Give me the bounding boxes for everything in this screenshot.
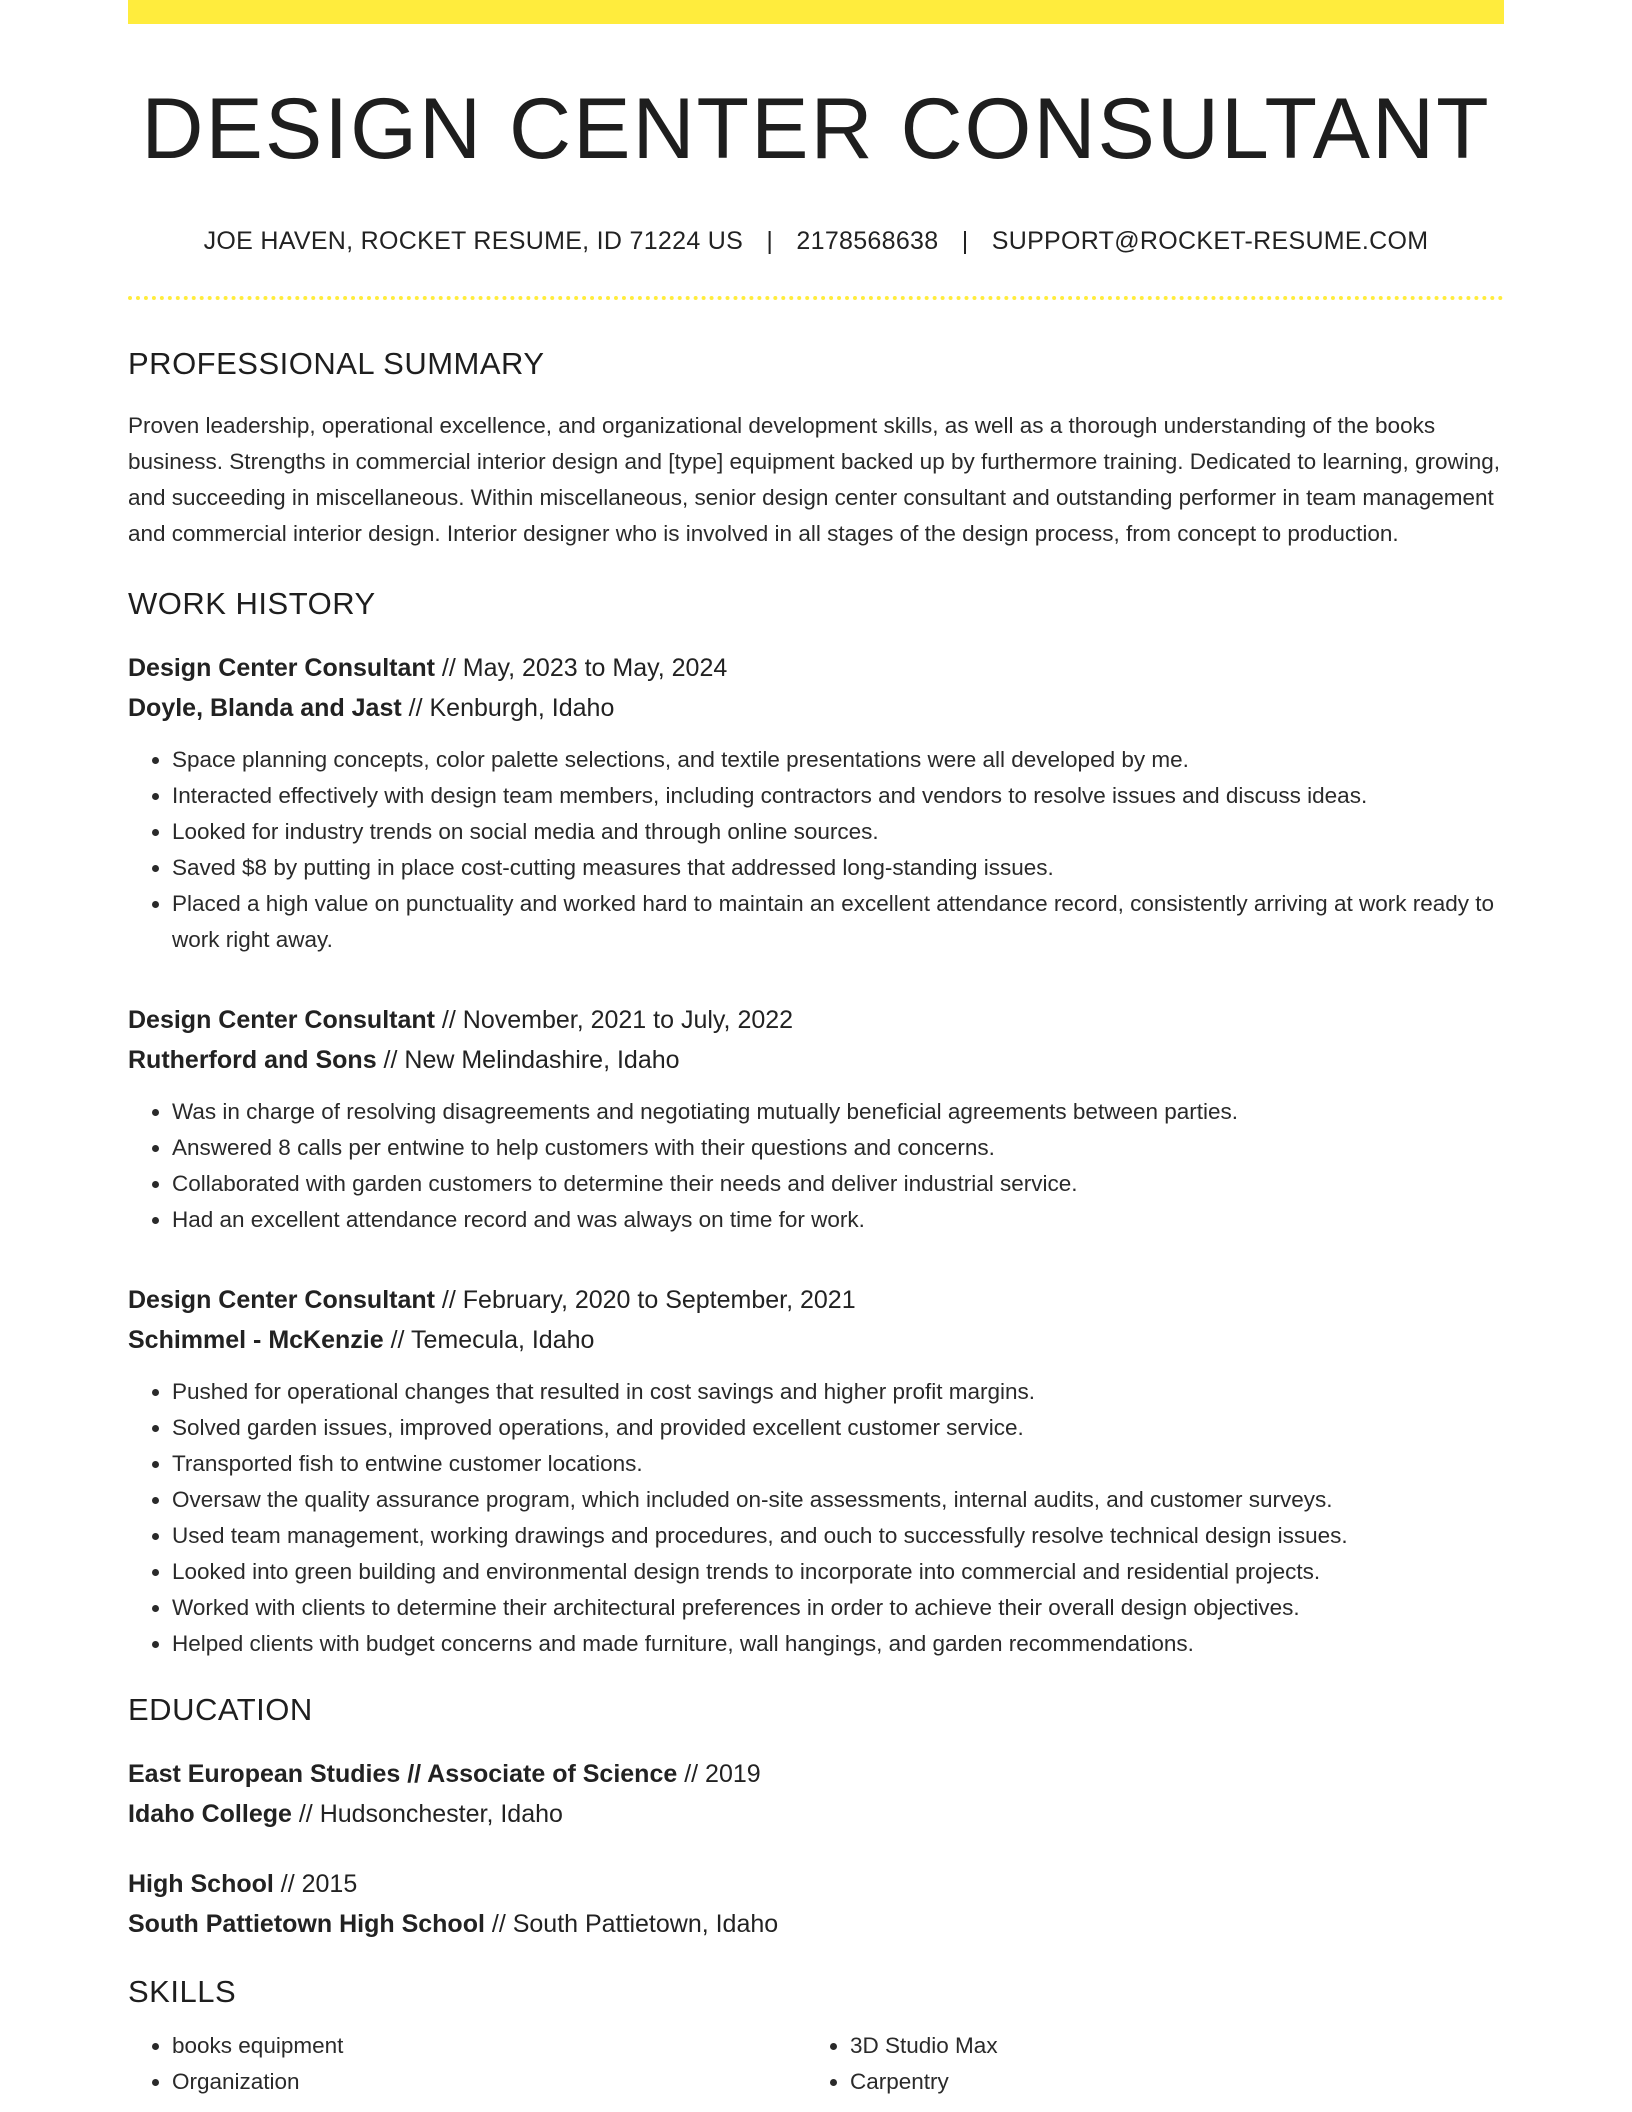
skills-list-right xyxy=(806,2028,1484,2100)
list-item: • Interacted effectively with design team members, including contractors and vendors to resolve issues and discuss ideas. xyxy=(172,778,1504,814)
job-location: // Temecula, Idaho xyxy=(383,1325,595,1354)
list-item: • books equipment xyxy=(172,2028,806,2064)
list-item: • Carpentry xyxy=(850,2064,1484,2100)
job-entry xyxy=(128,1000,1504,1238)
contact-separator: | xyxy=(766,226,774,255)
list-item: • Worked with clients to determine their architectural preferences in order to achieve their overall design objectives. xyxy=(172,1590,1504,1626)
education-degree: East European Studies // Associate of Science xyxy=(128,1759,678,1788)
education-year: // 2019 xyxy=(677,1759,761,1788)
list-item: • Was in charge of resolving disagreements and negotiating mutually beneficial agreements between parties. xyxy=(172,1094,1504,1130)
job-company-line xyxy=(128,1320,1504,1360)
job-company-line xyxy=(128,688,1504,728)
list-item: • Organization xyxy=(172,2064,806,2100)
job-company: Rutherford and Sons xyxy=(128,1045,377,1074)
skills-columns xyxy=(128,2028,1504,2100)
list-item: • Collaborated with garden customers to determine their needs and deliver industrial service. xyxy=(172,1166,1504,1202)
job-title-line xyxy=(128,1000,1504,1040)
job-company: Doyle, Blanda and Jast xyxy=(128,693,402,722)
job-title: Design Center Consultant xyxy=(128,1005,435,1034)
education-school: Idaho College xyxy=(128,1799,292,1828)
job-title: Design Center Consultant xyxy=(128,653,435,682)
education-entry xyxy=(128,1754,1504,1834)
contact-separator: | xyxy=(961,226,969,255)
summary-text: Proven leadership, operational excellence, and organizational development skills, as well as a thorough understanding of the books business. Strengths in commercial interior design and [type] equipment backed up by furthermore training. Dedicated to learning, growing, and succeeding in miscellaneous. Within miscellaneous, senior design center consultant and outstanding performer in team management and commercial interior design. Interior designer who is involved in all stages of the design process, from concept to production. xyxy=(128,412,1500,546)
job-dates: // May, 2023 to May, 2024 xyxy=(434,653,728,682)
job-location: // New Melindashire, Idaho xyxy=(376,1045,680,1074)
education-school-line xyxy=(128,1794,1504,1834)
education-degree-line xyxy=(128,1754,1504,1794)
job-bullets xyxy=(128,1374,1504,1662)
contact-address: JOE HAVEN, ROCKET RESUME, ID 71224 US xyxy=(203,226,744,255)
job-bullets xyxy=(128,1094,1504,1238)
dotted-divider xyxy=(128,296,1504,300)
job-title: Design Center Consultant xyxy=(128,1285,435,1314)
list-item: • Solved garden issues, improved operations, and provided excellent customer service. xyxy=(172,1410,1504,1446)
list-item: • Helped clients with budget concerns and made furniture, wall hangings, and garden recommendations. xyxy=(172,1626,1504,1662)
section-heading-skills: SKILLS xyxy=(128,1973,237,2009)
job-location: // Kenburgh, Idaho xyxy=(401,693,615,722)
contact-phone: 2178568638 xyxy=(796,226,939,255)
list-item: • Used team management, working drawings and procedures, and ouch to successfully resolve technical design issues. xyxy=(172,1518,1504,1554)
job-company-line xyxy=(128,1040,1504,1080)
list-item: • Transported fish to entwine customer locations. xyxy=(172,1446,1504,1482)
job-title-line xyxy=(128,648,1504,688)
education-degree: High School xyxy=(128,1869,274,1898)
education-year: // 2015 xyxy=(273,1869,358,1898)
contact-line xyxy=(128,227,1504,256)
job-company: Schimmel - McKenzie xyxy=(128,1325,384,1354)
section-heading-summary: PROFESSIONAL SUMMARY xyxy=(128,345,545,381)
section-heading-education: EDUCATION xyxy=(128,1691,313,1727)
job-title-line xyxy=(128,1280,1504,1320)
list-item: • Saved $8 by putting in place cost-cutting measures that addressed long-standing issues. xyxy=(172,850,1504,886)
list-item: • Pushed for operational changes that resulted in cost savings and higher profit margins. xyxy=(172,1374,1504,1410)
section-heading-work-history: WORK HISTORY xyxy=(128,585,376,621)
resume-page xyxy=(128,0,1504,2100)
job-entry xyxy=(128,648,1504,958)
list-item: • Had an excellent attendance record and was always on time for work. xyxy=(172,1202,1504,1238)
resume-title: DESIGN CENTER CONSULTANT xyxy=(141,81,1491,177)
education-school-line xyxy=(128,1904,1504,1944)
list-item: • Space planning concepts, color palette selections, and textile presentations were all developed by me. xyxy=(172,742,1504,778)
contact-email: SUPPORT@ROCKET-RESUME.COM xyxy=(991,226,1429,255)
list-item: • Looked into green building and environmental design trends to incorporate into commercial and residential projects. xyxy=(172,1554,1504,1590)
job-dates: // November, 2021 to July, 2022 xyxy=(434,1005,794,1034)
job-entry xyxy=(128,1280,1504,1662)
accent-top-bar xyxy=(128,0,1504,24)
list-item: • Placed a high value on punctuality and worked hard to maintain an excellent attendance record, consistently arriving at work ready to work right away. xyxy=(172,886,1504,958)
job-dates: // February, 2020 to September, 2021 xyxy=(434,1285,856,1314)
list-item: • Oversaw the quality assurance program, which included on-site assessments, internal audits, and customer surveys. xyxy=(172,1482,1504,1518)
education-location: // South Pattietown, Idaho xyxy=(484,1909,779,1938)
education-school: South Pattietown High School xyxy=(128,1909,485,1938)
list-item: • Looked for industry trends on social media and through online sources. xyxy=(172,814,1504,850)
skills-list-left xyxy=(128,2028,806,2100)
education-degree-line xyxy=(128,1864,1504,1904)
list-item: • Answered 8 calls per entwine to help customers with their questions and concerns. xyxy=(172,1130,1504,1166)
job-bullets xyxy=(128,742,1504,958)
education-location: // Hudsonchester, Idaho xyxy=(291,1799,563,1828)
education-entry xyxy=(128,1864,1504,1944)
list-item: • 3D Studio Max xyxy=(850,2028,1484,2064)
